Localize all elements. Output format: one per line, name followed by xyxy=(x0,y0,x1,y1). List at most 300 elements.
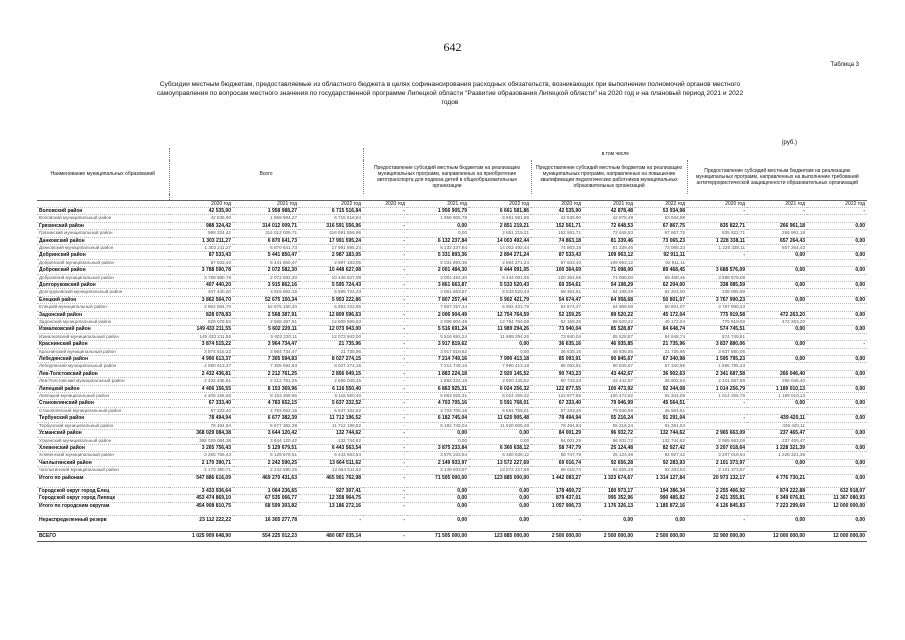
value-cell: 4 703 705,16 xyxy=(407,407,469,414)
value-cell: 52 675 150,34 xyxy=(233,296,299,303)
value-cell: 0,00 xyxy=(469,430,531,437)
value-cell: 0,00 xyxy=(807,385,867,392)
value-cell: 480 087 035,14 xyxy=(299,532,363,542)
value-cell: - xyxy=(807,207,867,214)
value-cell: 338 085,59 xyxy=(687,289,747,296)
value-cell: 6 444 091,05 xyxy=(469,267,531,274)
value-cell xyxy=(687,422,747,429)
value-cell: 316 591 556,96 xyxy=(299,230,363,237)
value-cell: 122 877,55 xyxy=(531,385,583,392)
value-cell: 2 001 484,30 xyxy=(407,274,469,281)
value-cell: 3 862 564,70 xyxy=(169,304,233,311)
value-cell: 2 856 049,15 xyxy=(299,370,363,377)
value-cell: 92 283,93 xyxy=(635,459,687,466)
value-cell: - xyxy=(363,400,407,407)
value-cell: 5 533 520,43 xyxy=(469,289,531,296)
value-cell: 0,00 xyxy=(407,516,469,526)
value-cell: 0,00 xyxy=(747,459,807,466)
row-name-cell: Долгоруковский район xyxy=(37,281,169,288)
value-cell: 17 991 595,24 xyxy=(299,244,363,251)
value-cell: 123 885 000,00 xyxy=(469,532,531,542)
value-cell: 4 783 652,15 xyxy=(233,407,299,414)
value-cell: 2 987 183,05 xyxy=(299,259,363,266)
value-cell: - xyxy=(363,333,407,340)
value-cell: 2 006 904,49 xyxy=(407,319,469,326)
value-cell: 3 917 819,62 xyxy=(407,348,469,355)
value-cell: 835 822,71 xyxy=(687,222,747,229)
row-name-cell: Тербунский район xyxy=(37,415,169,422)
row-name-cell: Хлевенский муниципальный район xyxy=(37,452,169,459)
value-cell: 69 016,74 xyxy=(531,467,583,474)
value-cell: 3 837 880,06 xyxy=(687,348,747,355)
value-cell: - xyxy=(363,244,407,251)
value-cell: 835 822,71 xyxy=(687,230,747,237)
unit-label: (руб.) xyxy=(781,140,797,146)
row-name-cell: Данковский район xyxy=(37,237,169,244)
value-cell: - xyxy=(687,516,747,526)
value-cell: 2 242 590,25 xyxy=(233,459,299,466)
value-cell: 58 747,79 xyxy=(531,452,583,459)
row-name-cell: Нераспределенный резерв xyxy=(37,516,169,526)
table-row xyxy=(37,356,867,363)
value-cell: 0,00 xyxy=(807,356,867,363)
value-cell: 11 712 196,52 xyxy=(299,415,363,422)
value-cell: 2 851 219,21 xyxy=(469,222,531,229)
value-cell: 0,00 xyxy=(469,341,531,348)
value-cell: 8 027 274,15 xyxy=(299,356,363,363)
value-cell: 2 965 663,09 xyxy=(687,437,747,444)
value-cell: 89 520,22 xyxy=(583,311,635,318)
value-cell: - xyxy=(363,363,407,370)
value-cell: 0,00 xyxy=(807,252,867,259)
value-cell: 13 572 227,69 xyxy=(469,459,531,466)
value-cell: 8 027 274,15 xyxy=(299,363,363,370)
value-cell: - xyxy=(363,487,407,494)
value-cell: 132 744,62 xyxy=(635,430,687,437)
value-cell: 91 291,04 xyxy=(635,422,687,429)
value-cell xyxy=(807,274,867,281)
value-cell: 0,00 xyxy=(807,444,867,451)
value-cell: 5 602 220,11 xyxy=(233,333,299,340)
value-cell: 90 845,67 xyxy=(583,356,635,363)
year-cell: 2020 год xyxy=(363,200,407,207)
value-cell: 3 207 018,64 xyxy=(687,452,747,459)
value-cell: 3 688 576,09 xyxy=(687,274,747,281)
value-cell: - xyxy=(363,516,407,526)
value-cell: 1 228 321,39 xyxy=(747,452,807,459)
value-cell: - xyxy=(687,400,747,407)
value-cell: 16 305 277,78 xyxy=(233,516,299,526)
value-cell: 6 349 076,81 xyxy=(747,495,807,502)
value-cell: 1 323 674,67 xyxy=(583,474,635,481)
value-cell: 6 024 256,32 xyxy=(469,393,531,400)
value-cell xyxy=(747,407,807,414)
value-cell: - xyxy=(363,452,407,459)
value-cell: 52 159,25 xyxy=(531,319,583,326)
value-cell: 5 129 679,51 xyxy=(233,452,299,459)
value-cell: 1 958 988,27 xyxy=(233,207,299,214)
value-cell: 5 331 893,36 xyxy=(407,252,469,259)
value-cell: 0,00 xyxy=(407,487,469,494)
value-cell: 73 065,23 xyxy=(635,237,687,244)
value-cell: 4 126 845,83 xyxy=(687,502,747,509)
value-cell xyxy=(807,422,867,429)
value-cell: - xyxy=(363,341,407,348)
value-cell: 67 340,98 xyxy=(635,363,687,370)
header-group-transport: Предоставление субсидий местным бюджетам на реализацию муниципальных программ, направленных на приобретение автотранспорта для подвоза детей в общеобразовательные организации xyxy=(363,160,531,194)
value-cell: 0,00 xyxy=(807,370,867,377)
value-cell: 42 535,90 xyxy=(531,207,583,214)
value-cell: 5 595 724,43 xyxy=(299,281,363,288)
value-cell: 78 494,94 xyxy=(531,415,583,422)
value-cell: 439 420,11 xyxy=(747,415,807,422)
value-cell: 78 494,94 xyxy=(169,415,233,422)
value-cell: 1 314 127,84 xyxy=(635,474,687,481)
value-cell: 21 735,96 xyxy=(635,341,687,348)
value-cell: 3 644 120,42 xyxy=(233,430,299,437)
value-cell: 2 965 663,09 xyxy=(687,430,747,437)
value-cell: 266 046,40 xyxy=(747,378,807,385)
value-cell: 71 098,00 xyxy=(583,274,635,281)
value-cell: 81 339,46 xyxy=(583,237,635,244)
row-name-cell: Тербунский муниципальный район xyxy=(37,422,169,429)
value-cell xyxy=(807,393,867,400)
value-cell: 52 159,25 xyxy=(531,311,583,318)
value-cell: 5 953 222,86 xyxy=(299,296,363,303)
value-cell: 2 894 271,24 xyxy=(469,252,531,259)
table-row xyxy=(37,459,867,466)
value-cell: 0,00 xyxy=(807,516,867,526)
table-row xyxy=(37,444,867,451)
value-cell: 180 973,17 xyxy=(583,487,635,494)
value-cell: 89 468,45 xyxy=(635,267,687,274)
table-row xyxy=(37,281,867,288)
row-name-cell: Измалковский муниципальный район xyxy=(37,333,169,340)
value-cell: - xyxy=(363,304,407,311)
value-cell: 7 223 299,69 xyxy=(747,502,807,509)
value-cell: 0,00 xyxy=(635,516,687,526)
value-cell: 927 307,41 xyxy=(299,487,363,494)
value-cell: 43 442,67 xyxy=(583,378,635,385)
value-cell: 5 953 222,86 xyxy=(299,304,363,311)
value-cell: 0,00 xyxy=(407,230,469,237)
value-cell: 2 101 373,97 xyxy=(687,467,747,474)
row-name-cell: Воловский муниципальный район xyxy=(37,215,169,222)
value-cell: 12 754 764,59 xyxy=(469,311,531,318)
row-name-cell: Чаплыгинский район xyxy=(37,459,169,466)
value-cell: 43 442,67 xyxy=(583,370,635,377)
value-cell: 0,00 xyxy=(807,474,867,481)
value-cell: 6 116 550,40 xyxy=(299,385,363,392)
value-cell: 58 747,79 xyxy=(531,444,583,451)
table-row xyxy=(37,230,867,237)
year-cell: 2021 год xyxy=(233,200,299,207)
value-cell: 439 420,11 xyxy=(747,422,807,429)
value-cell: 100 473,92 xyxy=(583,385,635,392)
subsidy-table xyxy=(37,148,867,542)
value-cell: 17 991 595,24 xyxy=(299,237,363,244)
value-cell: - xyxy=(687,252,747,259)
value-cell: - xyxy=(363,259,407,266)
value-cell: 67 867,75 xyxy=(635,230,687,237)
value-cell: 12 000 000,00 xyxy=(807,502,867,509)
value-cell: 53 934,98 xyxy=(635,215,687,222)
row-name-cell: Усманский муниципальный район xyxy=(37,437,169,444)
value-cell: 53 934,98 xyxy=(635,207,687,214)
value-cell: 87 533,43 xyxy=(531,259,583,266)
value-cell: 6 132 237,84 xyxy=(407,244,469,251)
value-cell: - xyxy=(363,459,407,466)
value-cell: 5 129 679,51 xyxy=(233,444,299,451)
value-cell: 12 073 943,00 xyxy=(299,333,363,340)
value-cell: 0,00 xyxy=(407,430,469,437)
table-row xyxy=(37,407,867,414)
value-cell: 2 212 761,25 xyxy=(233,378,299,385)
value-cell: 2 149 933,97 xyxy=(407,459,469,466)
value-cell: 11 989 294,26 xyxy=(469,333,531,340)
value-cell: 36 635,16 xyxy=(531,348,583,355)
document-title: Субсидии местным бюджетам, предоставляемые из областного бюджета в целях софинансирования расходных обязательств, возникающих при выполнении полномочий органов местного самоуправления по вопросам местного значения по государственной программе Липецкой области "Развитие образования Липецкой области" на 2020 год и на плановый период 2021 и 2022 годов xyxy=(156,81,744,106)
value-cell: 828 078,83 xyxy=(169,311,233,318)
value-cell: 100 473,92 xyxy=(583,393,635,400)
value-cell: 1 883 224,18 xyxy=(407,378,469,385)
value-cell: 3 862 564,70 xyxy=(169,296,233,303)
value-cell: 11 620 905,48 xyxy=(469,422,531,429)
value-cell xyxy=(807,407,867,414)
value-cell: 2 149 933,97 xyxy=(407,467,469,474)
value-cell: 368 029 084,38 xyxy=(169,437,233,444)
value-cell: 2 242 590,25 xyxy=(233,467,299,474)
value-cell: 89 468,45 xyxy=(635,274,687,281)
value-cell: 469 270 431,63 xyxy=(233,474,299,481)
value-cell: 10 448 627,08 xyxy=(299,267,363,274)
value-cell: 92 656,28 xyxy=(583,467,635,474)
row-name-cell: Лебедянский муниципальный район xyxy=(37,363,169,370)
value-cell: 85 528,87 xyxy=(583,333,635,340)
value-cell: 3 917 819,62 xyxy=(407,341,469,348)
value-cell: 100 364,69 xyxy=(531,274,583,281)
header-total: Всего xyxy=(169,148,363,200)
value-cell: 3 767 990,23 xyxy=(687,304,747,311)
row-name-cell: ВСЕГО xyxy=(37,532,169,542)
value-cell: 5 441 850,47 xyxy=(233,259,299,266)
value-cell xyxy=(747,304,807,311)
value-cell: 45 564,51 xyxy=(635,407,687,414)
value-cell xyxy=(747,348,807,355)
value-cell: 5 331 893,36 xyxy=(407,259,469,266)
value-cell: 11 989 294,26 xyxy=(469,326,531,333)
table-row xyxy=(37,348,867,355)
value-cell: 6 182 745,04 xyxy=(407,422,469,429)
value-cell: 338 085,59 xyxy=(687,281,747,288)
value-cell: 50 801,07 xyxy=(635,296,687,303)
table-body xyxy=(37,207,867,541)
value-cell: 0,00 xyxy=(807,311,867,318)
table-row xyxy=(37,415,867,422)
value-cell: 465 901 762,98 xyxy=(299,474,363,481)
value-cell: 4 783 652,15 xyxy=(233,400,299,407)
value-cell: 1 303 211,27 xyxy=(169,237,233,244)
value-cell: 12 000 000,00 xyxy=(747,532,807,542)
value-cell: 2 568 387,91 xyxy=(233,319,299,326)
value-cell: 1 442 083,27 xyxy=(531,474,583,481)
table-row xyxy=(37,393,867,400)
value-cell: 5 902 421,79 xyxy=(469,304,531,311)
value-cell: 82 927,42 xyxy=(635,444,687,451)
row-name-cell: Становлянский муниципальный район xyxy=(37,407,169,414)
value-cell: 547 886 616,09 xyxy=(169,474,233,481)
value-cell: 2 170 390,71 xyxy=(169,467,233,474)
value-cell: 0,00 xyxy=(807,237,867,244)
value-cell: 0,00 xyxy=(747,326,807,333)
value-cell: 1 883 224,18 xyxy=(407,370,469,377)
year-cell: 2020 год xyxy=(531,200,583,207)
value-cell: - xyxy=(363,356,407,363)
value-cell xyxy=(807,289,867,296)
value-cell: 5 516 691,24 xyxy=(407,333,469,340)
value-cell: 81 339,46 xyxy=(583,244,635,251)
value-cell: 46 935,85 xyxy=(583,341,635,348)
table-row xyxy=(37,467,867,474)
row-name-cell: Лев-Толстовский муниципальный район xyxy=(37,378,169,385)
value-cell: 4 406 156,55 xyxy=(169,385,233,392)
value-cell: 149 433 211,55 xyxy=(169,326,233,333)
value-cell: 314 012 009,71 xyxy=(233,230,299,237)
value-cell: 82 927,42 xyxy=(635,452,687,459)
value-cell: - xyxy=(363,502,407,509)
value-cell: 45 564,51 xyxy=(635,400,687,407)
value-cell: 2 421 355,81 xyxy=(687,495,747,502)
year-cell: 2022 год xyxy=(299,200,363,207)
row-name-cell: Итого по районам xyxy=(37,474,169,481)
table-row xyxy=(37,215,867,222)
value-cell: 8 153 369,96 xyxy=(233,385,299,392)
value-cell: 6 677 382,39 xyxy=(233,415,299,422)
value-cell: 828 078,83 xyxy=(169,319,233,326)
value-cell: 54 674,47 xyxy=(531,304,583,311)
value-cell: 632 918,07 xyxy=(807,487,867,494)
value-cell: 14 003 492,44 xyxy=(469,244,531,251)
value-cell xyxy=(807,378,867,385)
value-cell: 100 364,69 xyxy=(531,267,583,274)
value-cell: 3 207 018,64 xyxy=(687,444,747,451)
value-cell: 2 212 761,25 xyxy=(233,370,299,377)
value-cell: 472 263,20 xyxy=(747,319,807,326)
value-cell: 3 861 663,87 xyxy=(407,281,469,288)
value-cell: 7 305 594,83 xyxy=(233,363,299,370)
value-cell: 3 915 862,16 xyxy=(233,289,299,296)
value-cell: 1 064 236,65 xyxy=(233,487,299,494)
value-cell: 1 956 905,79 xyxy=(407,207,469,214)
value-cell: 7 305 594,83 xyxy=(233,356,299,363)
value-cell: 988 324,42 xyxy=(169,222,233,229)
value-cell: 775 919,58 xyxy=(687,319,747,326)
value-cell: - xyxy=(363,222,407,229)
value-cell: 775 919,58 xyxy=(687,311,747,318)
value-cell: 1 228 338,11 xyxy=(687,244,747,251)
table-row xyxy=(37,502,867,509)
value-cell: 316 591 556,96 xyxy=(299,222,363,229)
value-cell: 10 448 627,08 xyxy=(299,274,363,281)
value-cell: 1 014 256,79 xyxy=(687,385,747,392)
value-cell: 36 902,63 xyxy=(635,370,687,377)
value-cell: 6 870 641,73 xyxy=(233,237,299,244)
value-cell: 1 014 256,79 xyxy=(687,393,747,400)
value-cell: 64 958,68 xyxy=(583,296,635,303)
value-cell: 879 437,01 xyxy=(531,495,583,502)
value-cell: 6 715 516,84 xyxy=(299,215,363,222)
table-row xyxy=(37,437,867,444)
value-cell: 4 990 613,37 xyxy=(169,363,233,370)
table-row xyxy=(37,370,867,377)
value-cell: 96 932,72 xyxy=(583,430,635,437)
value-cell: 7 807 257,44 xyxy=(407,304,469,311)
value-cell: 32 900 000,00 xyxy=(687,532,747,542)
value-cell: 1 189 010,13 xyxy=(747,393,807,400)
value-cell: 4 406 156,55 xyxy=(169,393,233,400)
value-cell: 69 354,61 xyxy=(531,289,583,296)
value-cell xyxy=(747,363,807,370)
table-row xyxy=(37,532,867,542)
header-group-qualification: Предоставление субсидий местным бюджетам на реализацию муниципальных программ, направленных на повышение квалификации педагогических работников муниципальных образовательных организаций xyxy=(531,160,687,194)
value-cell: 71 505 000,00 xyxy=(407,532,469,542)
value-cell: 45 172,04 xyxy=(635,311,687,318)
value-cell: 64 958,68 xyxy=(583,304,635,311)
value-cell: 78 494,94 xyxy=(531,422,583,429)
value-cell: 67 340,98 xyxy=(635,356,687,363)
value-cell: 74 863,18 xyxy=(531,237,583,244)
row-name-cell: Городской округ город Липецк xyxy=(37,495,169,502)
value-cell: - xyxy=(807,341,867,348)
value-cell: 0,00 xyxy=(807,430,867,437)
value-cell xyxy=(807,244,867,251)
value-cell: 0,00 xyxy=(807,222,867,229)
value-cell: 2 255 466,92 xyxy=(687,487,747,494)
value-cell: 657 264,43 xyxy=(747,237,807,244)
value-cell: - xyxy=(363,422,407,429)
year-cell: 2020 год xyxy=(169,200,233,207)
year-cell: 2022 год xyxy=(807,200,867,207)
value-cell: - xyxy=(531,516,583,526)
row-name-cell: Усманский район xyxy=(37,430,169,437)
year-cell: 2021 год xyxy=(583,200,635,207)
value-cell xyxy=(687,215,747,222)
value-cell: - xyxy=(363,415,407,422)
row-name-cell: Долгоруковский муниципальный район xyxy=(37,289,169,296)
value-cell xyxy=(807,304,867,311)
value-cell: 42 535,90 xyxy=(169,215,233,222)
value-cell: 91 291,04 xyxy=(635,415,687,422)
value-cell: 12 754 764,59 xyxy=(469,319,531,326)
row-name-cell: Елецкий район xyxy=(37,296,169,303)
table-row xyxy=(37,304,867,311)
value-cell: 92 344,08 xyxy=(635,385,687,392)
value-cell: 0,00 xyxy=(407,502,469,509)
value-cell: 0,00 xyxy=(807,459,867,466)
value-cell xyxy=(747,467,807,474)
value-cell: 55 216,24 xyxy=(583,422,635,429)
value-cell: 2 500 000,00 xyxy=(531,532,583,542)
value-cell: - xyxy=(363,437,407,444)
header-in-that: в том числе xyxy=(363,148,867,160)
table-row xyxy=(37,222,867,229)
value-cell: 3 875 233,84 xyxy=(407,452,469,459)
value-cell: 5 591 768,01 xyxy=(469,400,531,407)
value-cell: - xyxy=(363,378,407,385)
row-name-cell: Итого по городским округам xyxy=(37,502,169,509)
table-row xyxy=(37,400,867,407)
value-cell: 1 303 211,27 xyxy=(169,244,233,251)
